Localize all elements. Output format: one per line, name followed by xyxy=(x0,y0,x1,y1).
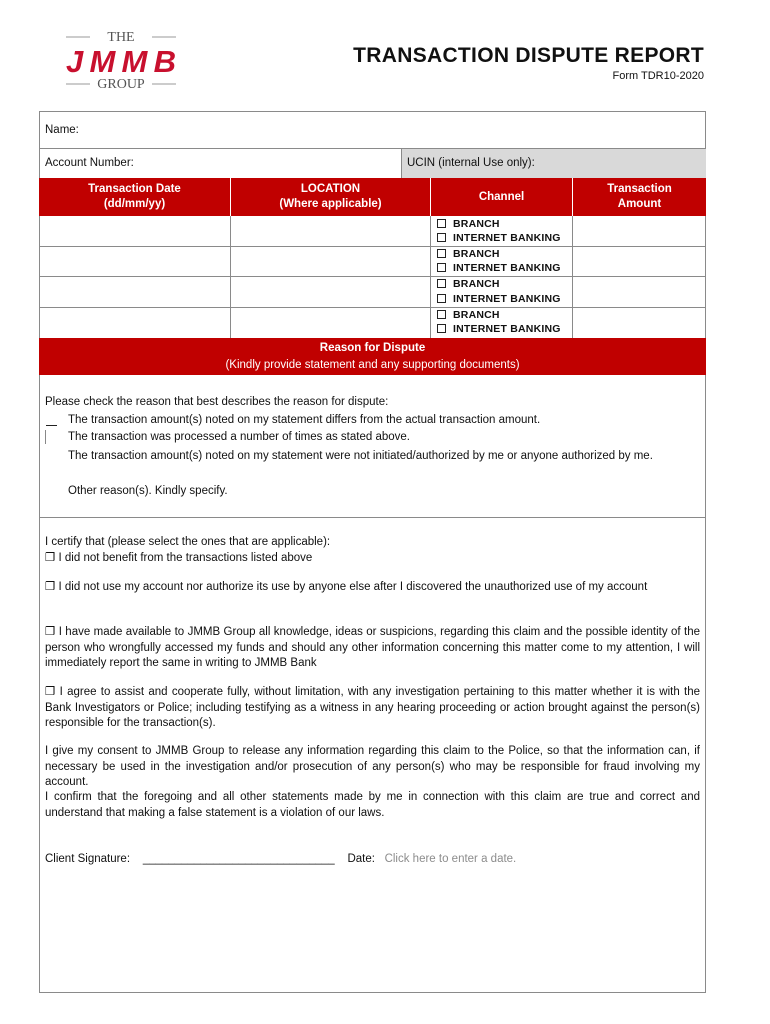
checkbox-icon xyxy=(437,219,446,228)
ucin-label: UCIN (internal Use only): xyxy=(407,157,535,169)
date-picker-field[interactable]: Click here to enter a date. xyxy=(384,853,517,865)
row2-branch-checkbox[interactable]: BRANCH xyxy=(437,248,500,260)
row3-location-field[interactable] xyxy=(231,277,429,306)
name-field[interactable] xyxy=(90,116,700,146)
row1-location-field[interactable] xyxy=(231,217,429,245)
form-number: Form TDR10-2020 xyxy=(612,70,704,82)
checkbox-icon xyxy=(437,263,446,272)
checkbox-icon xyxy=(437,324,446,333)
amount-header: Transaction Amount xyxy=(573,178,706,216)
row2-location-field[interactable] xyxy=(231,247,429,275)
row1-internet-checkbox[interactable]: INTERNET BANKING xyxy=(437,232,561,244)
location-header: LOCATION (Where applicable) xyxy=(231,178,430,216)
row3-amount-field[interactable] xyxy=(573,277,705,306)
row3-date-field[interactable] xyxy=(40,277,229,306)
reason-banner xyxy=(39,338,706,375)
row4-branch-checkbox[interactable]: BRANCH xyxy=(437,309,500,321)
checkbox-icon: ❐ xyxy=(45,686,56,698)
checkbox-icon xyxy=(437,279,446,288)
date-header: Transaction Date (dd/mm/yy) xyxy=(39,178,230,216)
row1-branch-checkbox[interactable]: BRANCH xyxy=(437,218,500,230)
jmmb-group-logo xyxy=(62,28,180,92)
signature-label: Client Signature: xyxy=(45,853,131,865)
checkbox-icon: ❐ xyxy=(45,552,59,564)
confirm-paragraph: I confirm that the foregoing and all other statements made by me in connection with this claim are true and correct and understand that making a false statement is a violation of our laws. xyxy=(45,791,700,819)
row4-location-field[interactable] xyxy=(231,308,429,337)
checkbox-icon xyxy=(437,249,446,258)
checkbox-icon xyxy=(437,294,446,303)
date-label: Date: xyxy=(347,853,375,865)
logo-main-text: JMMB xyxy=(66,44,176,79)
row4-amount-field[interactable] xyxy=(573,308,705,337)
certify-item-4[interactable]: ❐ I agree to assist and cooperate fully, without limitation, with any investigation pertaining to this matter whether it is with the Bank Investigators or Police; including testifying as a witness in any hearing proceeding or action brought against the person(s) responsible for the transaction(s). xyxy=(45,686,701,729)
checkbox-icon: ❐ xyxy=(45,581,59,593)
reason-option-4: Other reason(s). Kindly specify. xyxy=(68,485,228,497)
row3-branch-checkbox[interactable]: BRANCH xyxy=(437,278,500,290)
checkbox-icon xyxy=(437,310,446,319)
channel-header: Channel xyxy=(431,178,572,216)
certify-item-2[interactable]: ❐ I did not use my account nor authorize its use by anyone else after I discovered the unauthorized use of my account xyxy=(45,581,648,593)
reason-subtitle: (Kindly provide statement and any supporting documents) xyxy=(225,358,520,371)
row4-date-field[interactable] xyxy=(40,308,229,337)
certify-intro: I certify that (please select the ones that are applicable): xyxy=(45,536,331,548)
certify-item-1[interactable]: ❐ I did not benefit from the transactions listed above xyxy=(45,552,313,564)
row2-internet-checkbox[interactable]: INTERNET BANKING xyxy=(437,262,561,274)
reason-option-2: The transaction was processed a number of times as stated above. xyxy=(68,431,410,443)
logo-top-text: THE xyxy=(107,30,135,45)
row1-date-field[interactable] xyxy=(40,217,229,245)
signature-row xyxy=(45,852,705,868)
row4-internet-checkbox[interactable]: INTERNET BANKING xyxy=(437,323,561,335)
certify-item-3[interactable]: ❐ I have made available to JMMB Group all knowledge, ideas or suspicions, regarding this claim and the possible identity of the person who wrongfully accessed my funds and should any other information concerning this matter come to my attention, I will immediately report the same in writing to JMMB Bank xyxy=(45,626,700,669)
row2-amount-field[interactable] xyxy=(573,247,705,275)
page-title: TRANSACTION DISPUTE REPORT xyxy=(353,44,704,67)
reason-1-checkbox[interactable] xyxy=(46,411,57,426)
signature-line[interactable]: ______________________________ xyxy=(142,853,335,865)
name-label: Name: xyxy=(45,124,79,136)
checkbox-icon xyxy=(437,233,446,242)
logo-bottom-text: GROUP xyxy=(97,77,145,92)
account-number-field[interactable] xyxy=(145,150,395,178)
reason-2-checkbox[interactable] xyxy=(45,430,47,444)
checkbox-icon: ❐ xyxy=(45,626,56,638)
row3-internet-checkbox[interactable]: INTERNET BANKING xyxy=(437,293,561,305)
consent-paragraph: I give my consent to JMMB Group to release any information regarding this claim to the Police, so that the information can, if necessary be used in the investigation and/or prosecution of any person(s) who may be responsible for fraud involving my account. xyxy=(45,745,700,788)
row1-amount-field[interactable] xyxy=(573,217,705,245)
reason-intro: Please check the reason that best describes the reason for dispute: xyxy=(45,396,389,408)
reason-title: Reason for Dispute xyxy=(319,341,426,354)
row2-date-field[interactable] xyxy=(40,247,229,275)
account-number-label: Account Number: xyxy=(45,157,134,169)
reason-option-1: The transaction amount(s) noted on my statement differs from the actual transaction amount. xyxy=(68,414,541,426)
reason-option-3: The transaction amount(s) noted on my statement were not initiated/authorized by me or anyone authorized by me. xyxy=(68,450,653,462)
